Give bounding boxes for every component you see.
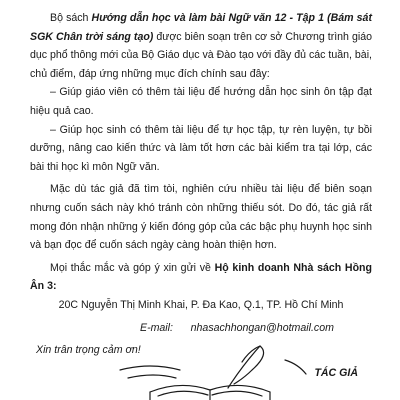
- note-paragraph: Mặc dù tác giả đã tìm tòi, nghiên cứu nhiều tài liệu để biên soạn nhưng cuốn sách này khó tránh còn những thiếu sót. Do đó, tác giả rất mong đón nhận những ý kiến đóng góp của các bậc phụ huynh học sinh và bạn đọc để cuốn sách ngày càng hoàn thiện hơn.: [30, 183, 372, 252]
- book-title: Hướng dẫn học và làm bài Ngữ văn 12 - Tập 1 (Bám sát SGK Chân trời sáng tạo): [30, 12, 372, 43]
- contact-colon: :: [52, 280, 57, 293]
- email-label: E-mail:: [140, 321, 173, 334]
- author-signature: TÁC GIẢ: [314, 366, 358, 379]
- intro-rest: được biên soạn trên cơ sở Chương trình giáo dục phổ thông mới của Bộ Giáo dục và Đào tạo với đầy đủ các tuần, bài, chủ điểm, đáp ứng những mục đích chính sau đây:: [30, 30, 372, 80]
- bullet-students: – Giúp học sinh có thêm tài liệu để tự học tập, tự rèn luyện, tự bồi dưỡng, nâng cao kiến thức và làm tốt hơn các bài kiểm tra tại lớp, các bài thi học kì môn Ngữ văn.: [30, 123, 372, 173]
- thanks-line: Xin trân trọng cảm ơn!: [36, 344, 141, 357]
- intro-paragraph: [30, 9, 372, 83]
- preface-text: [30, 9, 372, 382]
- bullet-teachers: – Giúp giáo viên có thêm tài liệu để hướng dẫn học sinh ôn tập đạt hiệu quả cao.: [30, 86, 372, 117]
- address: 20C Nguyễn Thị Minh Khai, P. Đa Kao, Q.1, TP. Hồ Chí Minh: [58, 298, 344, 311]
- open-book-and-quill-icon: [110, 340, 310, 400]
- email-line: [30, 319, 372, 338]
- intro-lead: Bộ sách: [50, 12, 92, 24]
- contact-line: [30, 259, 372, 296]
- company-name: Hộ kinh doanh Nhà sách Hồng Ân 3: [30, 261, 372, 293]
- contact-lead: Mọi thắc mắc và góp ý xin gửi về: [50, 261, 215, 274]
- email-address: nhasachhongan@hotmail.com: [190, 321, 334, 334]
